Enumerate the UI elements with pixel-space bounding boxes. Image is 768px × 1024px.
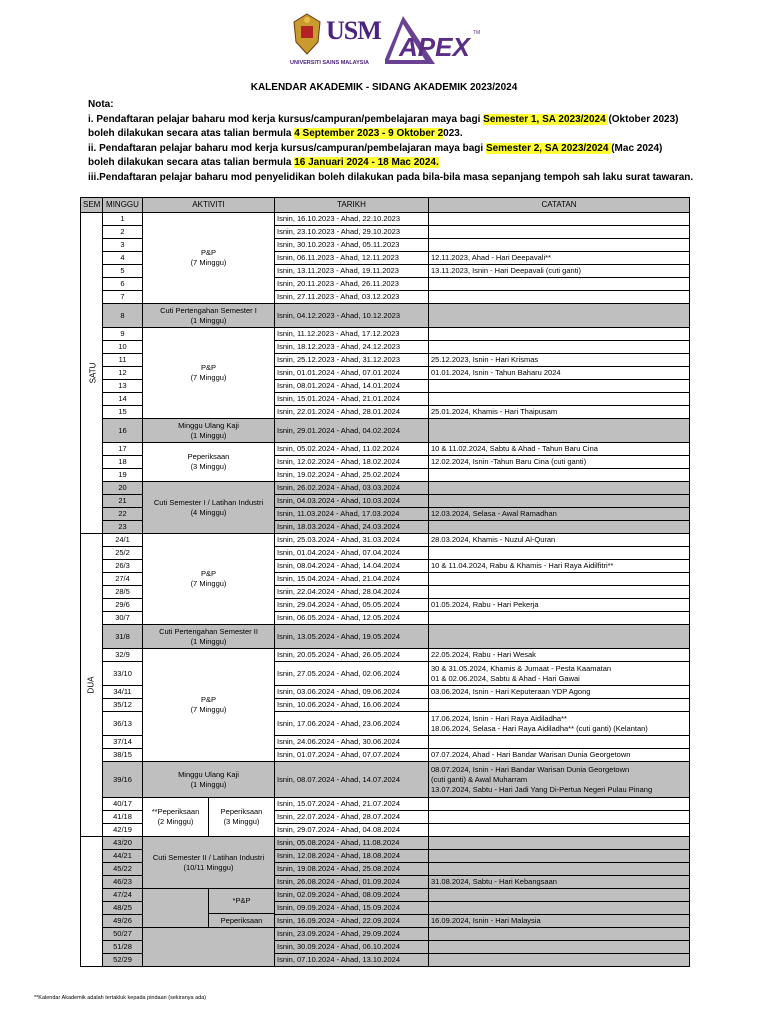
table-row	[81, 625, 690, 649]
svg-text:TM: TM	[473, 30, 481, 36]
week-cell: 40/17	[103, 798, 143, 811]
week-cell: 44/21	[103, 850, 143, 863]
date-cell: Isnin, 26.02.2024 - Ahad, 03.03.2024	[275, 482, 429, 495]
week-cell: 17	[103, 443, 143, 456]
date-cell: Isnin, 06.11.2023 - Ahad, 12.11.2023	[275, 252, 429, 265]
week-cell: 6	[103, 278, 143, 291]
note-ii-line2: boleh dilakukan secara atas talian bermula 16 Januari 2024 - 18 Mac 2024.	[88, 157, 439, 168]
week-cell: 51/28	[103, 941, 143, 954]
date-cell: Isnin, 01.07.2024 - Ahad, 07.07.2024	[275, 749, 429, 762]
date-cell: Isnin, 08.04.2024 - Ahad, 14.04.2024	[275, 560, 429, 573]
sem-label-dua: DUA	[81, 534, 103, 837]
activity-pp: P&P (7 Minggu)	[143, 328, 275, 419]
week-cell: 43/20	[103, 837, 143, 850]
week-cell: 22	[103, 508, 143, 521]
date-cell: Isnin, 29.04.2024 - Ahad, 05.05.2024	[275, 599, 429, 612]
table-row	[81, 482, 690, 495]
date-cell: Isnin, 06.05.2024 - Ahad, 12.05.2024	[275, 612, 429, 625]
activity-peperiksaan-split	[143, 798, 275, 837]
week-cell: 23	[103, 521, 143, 534]
note-i-line2: boleh dilakukan secara atas talian bermula 4 September 2023 - 9 Oktober 2023.	[88, 128, 463, 139]
note-cell	[429, 304, 690, 328]
week-cell: 9	[103, 328, 143, 341]
week-cell: 31/8	[103, 625, 143, 649]
date-cell: Isnin, 15.01.2024 - Ahad, 21.01.2024	[275, 393, 429, 406]
note-cell	[429, 837, 690, 850]
week-cell: 14	[103, 393, 143, 406]
note-cell	[429, 278, 690, 291]
week-cell: 29/6	[103, 599, 143, 612]
note-cell	[429, 482, 690, 495]
activity-pp: P&P (7 Minggu)	[143, 649, 275, 762]
note-cell	[429, 889, 690, 902]
activity-ulang-kaji: Minggu Ulang Kaji (1 Minggu)	[143, 762, 275, 798]
note-cell: 16.09.2024, Isnin - Hari Malaysia	[429, 915, 690, 928]
note-cell: 25.12.2023, Isnin - Hari Krismas	[429, 354, 690, 367]
note-cell	[429, 954, 690, 967]
note-cell	[429, 341, 690, 354]
table-row	[81, 649, 690, 662]
date-cell: Isnin, 27.11.2023 - Ahad, 03.12.2023	[275, 291, 429, 304]
table-row	[81, 328, 690, 341]
note-cell: 07.07.2024, Ahad - Hari Bandar Warisan Dunia Georgetown	[429, 749, 690, 762]
date-cell: Isnin, 15.04.2024 - Ahad, 21.04.2024	[275, 573, 429, 586]
table-row	[81, 798, 690, 811]
note-cell: 28.03.2024, Khamis - Nuzul Al-Quran	[429, 534, 690, 547]
date-cell: Isnin, 13.05.2024 - Ahad, 19.05.2024	[275, 625, 429, 649]
note-cell	[429, 811, 690, 824]
table-row	[81, 304, 690, 328]
note-cell	[429, 573, 690, 586]
calendar-table	[80, 197, 690, 967]
date-cell: Isnin, 26.08.2024 - Ahad, 01.09.2024	[275, 876, 429, 889]
note-cell: 12.11.2023, Ahad - Hari Deepavali**	[429, 252, 690, 265]
week-cell: 16	[103, 419, 143, 443]
note-cell	[429, 328, 690, 341]
note-cell	[429, 850, 690, 863]
week-cell: 25/2	[103, 547, 143, 560]
date-cell: Isnin, 22.04.2024 - Ahad, 28.04.2024	[275, 586, 429, 599]
usm-name: UNIVERSITI SAINS MALAYSIA	[290, 60, 369, 66]
note-cell: 30 & 31.05.2024, Khamis & Jumaat - Pesta Kaamatan 01 & 02.06.2024, Sabtu & Ahad - Hari Gawai	[429, 662, 690, 686]
week-cell: 3	[103, 239, 143, 252]
note-cell	[429, 226, 690, 239]
activity-kscp-split	[143, 889, 275, 928]
note-cell: 10 & 11.04.2024, Rabu & Khamis - Hari Raya Aidilfitri**	[429, 560, 690, 573]
week-cell: 39/16	[103, 762, 143, 798]
notes-block	[88, 98, 708, 185]
week-cell: 2	[103, 226, 143, 239]
date-cell: Isnin, 12.08.2024 - Ahad, 18.08.2024	[275, 850, 429, 863]
week-cell: 47/24	[103, 889, 143, 902]
date-cell: Isnin, 25.03.2024 - Ahad, 31.03.2024	[275, 534, 429, 547]
note-cell	[429, 902, 690, 915]
week-cell: 21	[103, 495, 143, 508]
week-cell: 50/27	[103, 928, 143, 941]
date-cell: Isnin, 22.01.2024 - Ahad, 28.01.2024	[275, 406, 429, 419]
date-cell: Isnin, 04.12.2023 - Ahad, 10.12.2023	[275, 304, 429, 328]
week-cell: 49/26	[103, 915, 143, 928]
date-cell: Isnin, 24.06.2024 - Ahad, 30.06.2024	[275, 736, 429, 749]
date-cell: Isnin, 09.09.2024 - Ahad, 15.09.2024	[275, 902, 429, 915]
week-cell: 5	[103, 265, 143, 278]
week-cell: 32/9	[103, 649, 143, 662]
activity-peperiksaan-2wk: **Peperiksaan (2 Minggu)	[143, 798, 209, 836]
week-cell: 35/12	[103, 699, 143, 712]
usm-logo: USM	[326, 16, 381, 45]
page-title: KALENDAR AKADEMIK - SIDANG AKADEMIK 2023/2024	[250, 82, 518, 93]
table-row	[81, 443, 690, 456]
date-cell: Isnin, 18.03.2024 - Ahad, 24.03.2024	[275, 521, 429, 534]
week-cell: 18	[103, 456, 143, 469]
note-cell	[429, 941, 690, 954]
note-cell	[429, 928, 690, 941]
activity-peperiksaan-3wk: Peperiksaan (3 Minggu)	[220, 807, 263, 826]
week-cell: 45/22	[103, 863, 143, 876]
table-row	[81, 837, 690, 850]
note-cell	[429, 419, 690, 443]
activity-cuti-semester-2: Cuti Semester II / Latihan Industri (10/11 Minggu)	[143, 837, 275, 889]
table-header-row	[81, 198, 690, 213]
nota-label: Nota:	[88, 99, 114, 110]
date-cell: Isnin, 19.02.2024 - Ahad, 25.02.2024	[275, 469, 429, 482]
sem-label-kscp	[81, 837, 103, 967]
note-cell: 03.06.2024, Isnin - Hari Keputeraan YDP Agong	[429, 686, 690, 699]
week-cell: 26/3	[103, 560, 143, 573]
note-cell: 12.02.2024, Isnin -Tahun Baru Cina (cuti ganti)	[429, 456, 690, 469]
col-header-aktiviti: AKTIVITI	[143, 198, 275, 213]
date-cell: Isnin, 17.06.2024 - Ahad, 23.06.2024	[275, 712, 429, 736]
date-cell: Isnin, 10.06.2024 - Ahad, 16.06.2024	[275, 699, 429, 712]
week-cell: 30/7	[103, 612, 143, 625]
note-cell	[429, 521, 690, 534]
note-ii-line1: ii. Pendaftaran pelajar baharu mod kerja kursus/campuran/pembelajaran maya bagi Semester 2, SA 2023/2024 (Mac 2024)	[88, 142, 663, 154]
col-header-catatan: CATATAN	[429, 198, 690, 213]
activity-pp: P&P (7 Minggu)	[143, 213, 275, 304]
note-i-line1: i. Pendaftaran pelajar baharu mod kerja kursus/campuran/pembelajaran maya bagi Semester 1, SA 2023/2024 (Oktober 2023)	[88, 113, 679, 125]
date-cell: Isnin, 22.07.2024 - Ahad, 28.07.2024	[275, 811, 429, 824]
date-cell: Isnin, 05.08.2024 - Ahad, 11.08.2024	[275, 837, 429, 850]
date-cell: Isnin, 05.02.2024 - Ahad, 11.02.2024	[275, 443, 429, 456]
col-header-tarikh: TARIKH	[275, 198, 429, 213]
note-cell: 22.05.2024, Rabu - Hari Wesak	[429, 649, 690, 662]
table-row	[81, 419, 690, 443]
date-cell: Isnin, 20.11.2023 - Ahad, 26.11.2023	[275, 278, 429, 291]
activity-ulang-kaji: Minggu Ulang Kaji (1 Minggu)	[143, 419, 275, 443]
date-cell: Isnin, 23.10.2023 - Ahad, 29.10.2023	[275, 226, 429, 239]
col-header-sem: SEM	[81, 198, 103, 213]
date-cell: Isnin, 08.07.2024 - Ahad, 14.07.2024	[275, 762, 429, 798]
week-cell: 7	[103, 291, 143, 304]
date-cell: Isnin, 18.12.2023 - Ahad, 24.12.2023	[275, 341, 429, 354]
week-cell: 15	[103, 406, 143, 419]
week-cell: 12	[103, 367, 143, 380]
svg-text:APEX: APEX	[399, 32, 470, 62]
note-cell	[429, 213, 690, 226]
table-row	[81, 213, 690, 226]
date-cell: Isnin, 25.12.2023 - Ahad, 31.12.2023	[275, 354, 429, 367]
table-row	[81, 928, 690, 941]
note-cell	[429, 393, 690, 406]
week-cell: 46/23	[103, 876, 143, 889]
note-cell	[429, 798, 690, 811]
date-cell: Isnin, 23.09.2024 - Ahad, 29.09.2024	[275, 928, 429, 941]
date-cell: Isnin, 04.03.2024 - Ahad, 10.03.2024	[275, 495, 429, 508]
usm-crest-icon	[290, 12, 324, 56]
note-cell	[429, 863, 690, 876]
activity-cuti-semester-1: Cuti Semester I / Latihan Industri (4 Minggu)	[143, 482, 275, 534]
note-cell: 17.06.2024, Isnin - Hari Raya Aidiladha** 18.06.2024, Selasa - Hari Raya Aidiladha** (cuti ganti) (Kelantan)	[429, 712, 690, 736]
note-cell: 01.01.2024, Isnin - Tahun Baharu 2024	[429, 367, 690, 380]
date-cell: Isnin, 12.02.2024 - Ahad, 18.02.2024	[275, 456, 429, 469]
week-cell: 13	[103, 380, 143, 393]
note-cell	[429, 625, 690, 649]
note-cell	[429, 612, 690, 625]
note-iii: iii.Pendaftaran pelajar baharu mod penyelidikan boleh dilakukan pada bila-bila masa sepanjang tempoh sah laku surat tawaran.	[88, 171, 694, 183]
activity-pp: P&P (7 Minggu)	[143, 534, 275, 625]
note-cell: 25.01.2024, Khamis - Hari Thaipusam	[429, 406, 690, 419]
week-cell: 38/15	[103, 749, 143, 762]
week-cell: 36/13	[103, 712, 143, 736]
note-cell	[429, 380, 690, 393]
week-cell: 52/29	[103, 954, 143, 967]
note-cell: 01.05.2024, Rabu - Hari Pekerja	[429, 599, 690, 612]
date-cell: Isnin, 30.09.2024 - Ahad, 06.10.2024	[275, 941, 429, 954]
note-cell	[429, 547, 690, 560]
table-row	[81, 762, 690, 798]
date-cell: Isnin, 29.07.2024 - Ahad, 04.08.2024	[275, 824, 429, 837]
date-cell: Isnin, 20.05.2024 - Ahad, 26.05.2024	[275, 649, 429, 662]
col-header-minggu: MINGGU	[103, 198, 143, 213]
activity-cuti-pertengahan-1: Cuti Pertengahan Semester I (1 Minggu)	[143, 304, 275, 328]
note-cell	[429, 291, 690, 304]
date-cell: Isnin, 01.04.2024 - Ahad, 07.04.2024	[275, 547, 429, 560]
week-cell: 20	[103, 482, 143, 495]
week-cell: 42/19	[103, 824, 143, 837]
week-cell: 11	[103, 354, 143, 367]
week-cell: 27/4	[103, 573, 143, 586]
note-cell: 13.11.2023, Isnin - Hari Deepavali (cuti ganti)	[429, 265, 690, 278]
note-cell: 10 & 11.02.2024, Sabtu & Ahad - Tahun Baru Cina	[429, 443, 690, 456]
date-cell: Isnin, 01.01.2024 - Ahad, 07.01.2024	[275, 367, 429, 380]
week-cell: 34/11	[103, 686, 143, 699]
week-cell: 24/1	[103, 534, 143, 547]
note-cell: 08.07.2024, Isnin - Hari Bandar Warisan Dunia Georgetown (cuti ganti) & Awal Muharram 13.07.2024, Sabtu - Hari Jadi Yang Di-Pertua Negeri Pulau Pinang	[429, 762, 690, 798]
note-cell: 12.03.2024, Selasa - Awal Ramadhan	[429, 508, 690, 521]
date-cell: Isnin, 02.09.2024 - Ahad, 08.09.2024	[275, 889, 429, 902]
week-cell: 10	[103, 341, 143, 354]
activity-pp-star: *P&P	[209, 889, 275, 914]
sem-label-satu: SATU	[81, 213, 103, 534]
table-row	[81, 534, 690, 547]
note-cell	[429, 699, 690, 712]
date-cell: Isnin, 07.10.2024 - Ahad, 13.10.2024	[275, 954, 429, 967]
activity-peperiksaan-kscp: Peperiksaan	[209, 914, 275, 927]
note-cell	[429, 239, 690, 252]
date-cell: Isnin, 13.11.2023 - Ahad, 19.11.2023	[275, 265, 429, 278]
note-cell: 31.08.2024, Sabtu - Hari Kebangsaan	[429, 876, 690, 889]
date-cell: Isnin, 30.10.2023 - Ahad, 05.11.2023	[275, 239, 429, 252]
week-cell: 1	[103, 213, 143, 226]
date-cell: Isnin, 15.07.2024 - Ahad, 21.07.2024	[275, 798, 429, 811]
table-row	[81, 889, 690, 902]
date-cell: Isnin, 27.05.2024 - Ahad, 02.06.2024	[275, 662, 429, 686]
date-cell: Isnin, 16.09.2024 - Ahad, 22.09.2024	[275, 915, 429, 928]
date-cell: Isnin, 29.01.2024 - Ahad, 04.02.2024	[275, 419, 429, 443]
note-cell	[429, 469, 690, 482]
note-cell	[429, 824, 690, 837]
week-cell: 48/25	[103, 902, 143, 915]
week-cell: 8	[103, 304, 143, 328]
week-cell: 33/10	[103, 662, 143, 686]
activity-peperiksaan: Peperiksaan (3 Minggu)	[143, 443, 275, 482]
week-cell: 28/5	[103, 586, 143, 599]
footnote: **Kalendar Akademik adalah tertakluk kepada pindaan (sekiranya ada)	[34, 995, 207, 1001]
header-logos	[290, 12, 490, 68]
date-cell: Isnin, 11.12.2023 - Ahad, 17.12.2023	[275, 328, 429, 341]
week-cell: 37/14	[103, 736, 143, 749]
note-cell	[429, 586, 690, 599]
week-cell: 41/18	[103, 811, 143, 824]
apex-logo-icon	[385, 14, 485, 66]
date-cell: Isnin, 08.01.2024 - Ahad, 14.01.2024	[275, 380, 429, 393]
note-cell	[429, 495, 690, 508]
activity-empty	[143, 928, 275, 967]
date-cell: Isnin, 16.10.2023 - Ahad, 22.10.2023	[275, 213, 429, 226]
activity-cuti-pertengahan-2: Cuti Pertengahan Semester II (1 Minggu)	[143, 625, 275, 649]
week-cell: 4	[103, 252, 143, 265]
note-cell	[429, 736, 690, 749]
week-cell: 19	[103, 469, 143, 482]
date-cell: Isnin, 11.03.2024 - Ahad, 17.03.2024	[275, 508, 429, 521]
date-cell: Isnin, 03.06.2024 - Ahad, 09.06.2024	[275, 686, 429, 699]
date-cell: Isnin, 19.08.2024 - Ahad, 25.08.2024	[275, 863, 429, 876]
